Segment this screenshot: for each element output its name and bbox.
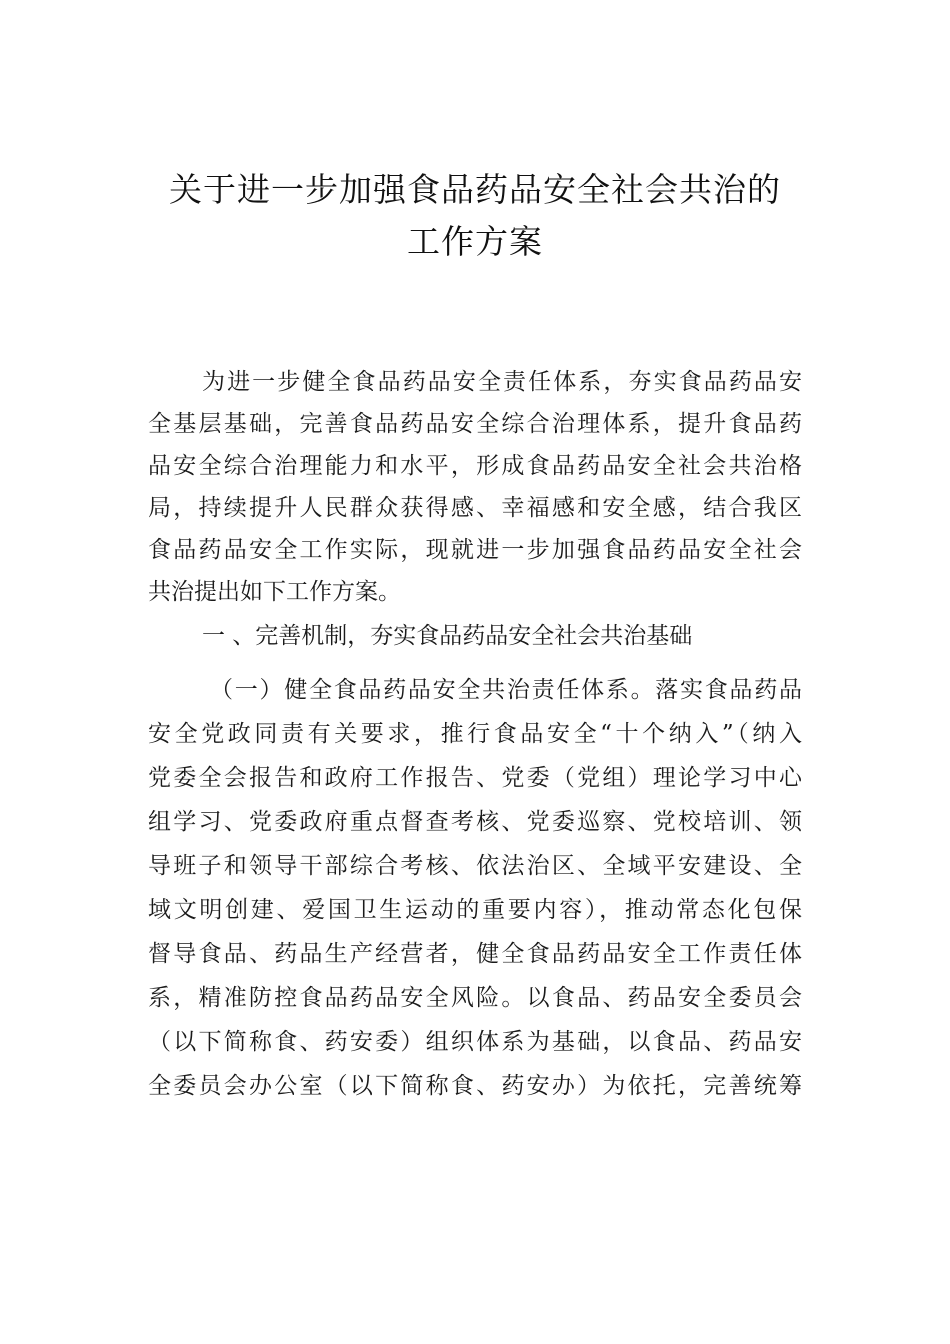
paragraph-line: 导班子和领导干部综合考核、依法治区、全域平安建设、全	[148, 853, 802, 879]
paragraph-line: 局，持续提升人民群众获得感、幸福感和安全感，结合我区	[148, 495, 802, 521]
paragraph-line: 品安全综合治理能力和水平，形成食品药品安全社会共治格	[148, 453, 802, 479]
paragraph-line: 域文明创建、爱国卫生运动的重要内容），推动常态化包保	[148, 897, 802, 923]
paragraph-line: 督导食品、药品生产经营者，健全食品药品安全工作责任体	[148, 941, 802, 967]
paragraph-line: （以下简称食、药安委）组织体系为基础，以食品、药品安	[148, 1029, 802, 1055]
paragraph-line: （一）健全食品药品安全共治责任体系。落实食品药品	[210, 677, 802, 703]
paragraph-line: 系，精准防控食品药品安全风险。以食品、药品安全委员会	[148, 985, 802, 1011]
section-heading: 一 、完善机制，夯实食品药品安全社会共治基础	[202, 623, 693, 649]
document-title-line1: 关于进一步加强食品药品安全社会共治的	[169, 170, 781, 209]
paragraph-line: 安全党政同责有关要求，推行食品安全“十个纳入”（纳入	[148, 721, 802, 747]
paragraph-line: 食品药品安全工作实际，现就进一步加强食品药品安全社会	[148, 537, 802, 563]
document-title-line2: 工作方案	[407, 222, 543, 261]
paragraph-line: 全基层基础，完善食品药品安全综合治理体系，提升食品药	[148, 411, 802, 437]
paragraph-line: 共治提出如下工作方案。	[148, 579, 401, 605]
paragraph-line: 组学习、党委政府重点督查考核、党委巡察、党校培训、领	[148, 809, 802, 835]
paragraph-line: 党委全会报告和政府工作报告、党委（党组）理论学习中心	[148, 765, 802, 791]
paragraph-line: 全委员会办公室（以下简称食、药安办）为依托，完善统筹	[148, 1073, 802, 1099]
paragraph-line: 为进一步健全食品药品安全责任体系，夯实食品药品安	[202, 369, 802, 395]
